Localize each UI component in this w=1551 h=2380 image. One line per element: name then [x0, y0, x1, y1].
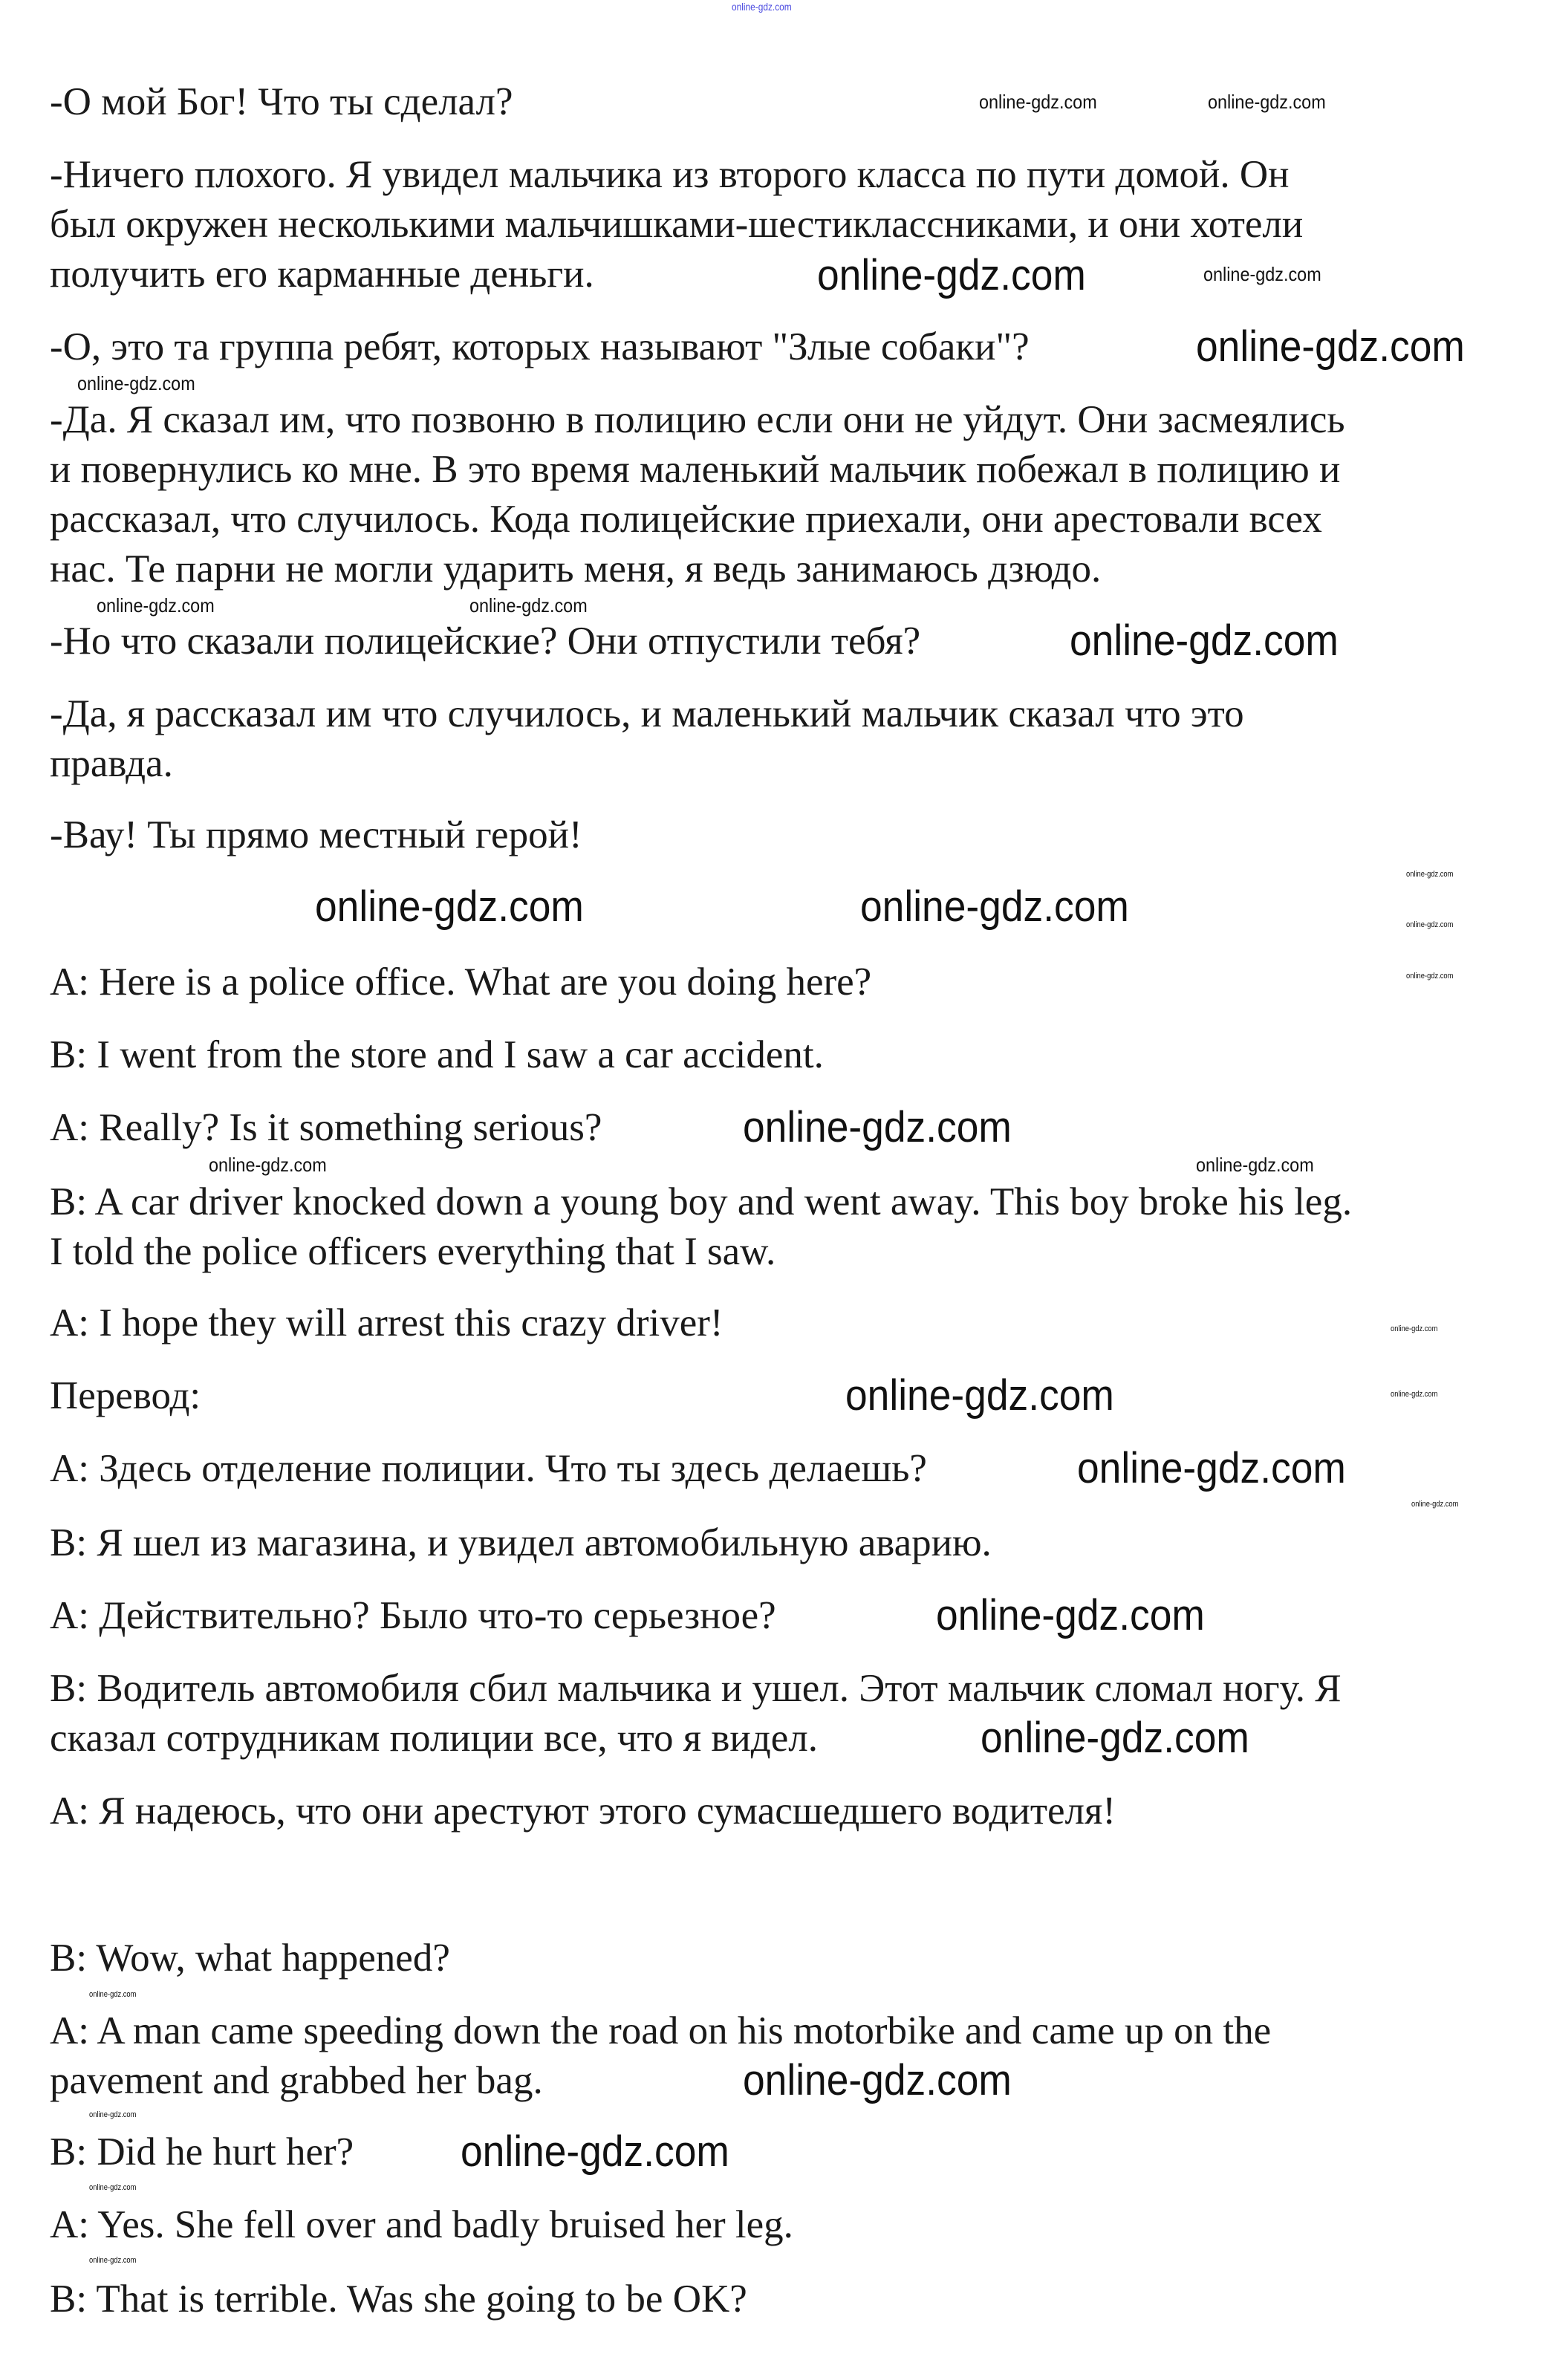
paragraph [50, 957, 871, 1007]
watermark: online-gdz.com [89, 2183, 137, 2192]
paragraph [50, 617, 920, 666]
watermark: online-gdz.com [97, 594, 215, 617]
text-line: B: I went from the store and I saw a car accident. [50, 1033, 824, 1076]
paragraph [50, 2127, 354, 2177]
text-line: -О мой Бог! Что ты сделал? [50, 80, 513, 123]
text-line: -О, это та группа ребят, которых называют "Злые собаки"? [50, 325, 1030, 368]
paragraph [50, 2006, 1271, 2106]
watermark: online-gdz.com [77, 372, 195, 394]
watermark: online-gdz.com [1070, 617, 1339, 665]
paragraph [50, 1444, 927, 1494]
text-line: A: Я надеюсь, что они арестуют этого сумасшедшего водителя! [50, 1789, 1116, 1833]
paragraph [50, 77, 513, 127]
paragraph [50, 395, 1345, 594]
paragraph [50, 322, 1030, 372]
text-line: сказал сотрудникам полиции все, что я видел. [50, 1717, 818, 1760]
watermark: online-gdz.com [981, 1714, 1249, 1762]
watermark: online-gdz.com [743, 2056, 1012, 2104]
paragraph [50, 689, 1244, 789]
watermark: online-gdz.com [1196, 322, 1465, 371]
paragraph [50, 150, 1303, 299]
text-line: A: Here is a police office. What are you doing here? [50, 960, 872, 1004]
text-line: получить его карманные деньги. [50, 253, 594, 296]
paragraph [50, 2275, 747, 2324]
text-line: нас. Те парни не могли ударить меня, я ведь занимаюсь дзюдо. [50, 547, 1102, 591]
watermark: online-gdz.com [1406, 920, 1454, 929]
text-line: B: A car driver knocked down a young boy and went away. This boy broke his leg. [50, 1180, 1353, 1223]
text-line: B: That is terrible. Was she going to be OK? [50, 2277, 747, 2321]
watermark: online-gdz.com [461, 2127, 729, 2176]
paragraph [50, 1030, 824, 1080]
paragraph [50, 1786, 1116, 1836]
watermark: online-gdz.com [315, 882, 584, 931]
paragraph [50, 1298, 724, 1348]
text-line: B: Wow, what happened? [50, 1937, 450, 1980]
text-line: A: Здесь отделение полиции. Что ты здесь делаешь? [50, 1447, 927, 1490]
watermark: online-gdz.com [89, 2110, 137, 2119]
watermark: online-gdz.com [860, 882, 1129, 931]
watermark: online-gdz.com [936, 1591, 1205, 1639]
text-line: -Вау! Ты прямо местный герой! [50, 813, 582, 856]
watermark: online-gdz.com [89, 2256, 137, 2265]
text-line: B: Did he hurt her? [50, 2130, 354, 2173]
paragraph [50, 1371, 201, 1421]
paragraph [50, 1103, 602, 1153]
watermark: online-gdz.com [1203, 263, 1321, 285]
paragraph [50, 1591, 776, 1641]
watermark: online-gdz.com [1208, 91, 1326, 113]
watermark: online-gdz.com [743, 1103, 1012, 1151]
watermark: online-gdz.com [1406, 870, 1454, 879]
text-line: A: A man came speeding down the road on his motorbike and came up on the [50, 2009, 1272, 2052]
paragraph [50, 810, 582, 860]
watermark: online-gdz.com [1391, 1324, 1438, 1333]
watermark-top: online-gdz.com [732, 1, 792, 13]
text-line: -Да. Я сказал им, что позвоню в полицию если они не уйдут. Они засмеялись [50, 398, 1345, 441]
text-line: был окружен несколькими мальчишками-шестиклассниками, и они хотели [50, 203, 1304, 246]
text-line: A: I hope they will arrest this crazy driver! [50, 1301, 724, 1345]
text-line: -Да, я рассказал им что случилось, и маленький мальчик сказал что это [50, 692, 1244, 735]
watermark: online-gdz.com [1411, 1500, 1459, 1509]
text-line: A: Really? Is it something serious? [50, 1106, 602, 1149]
text-line: A: Yes. She fell over and badly bruised her leg. [50, 2203, 793, 2246]
watermark: online-gdz.com [1391, 1390, 1438, 1399]
watermark: online-gdz.com [1196, 1154, 1314, 1176]
watermark: online-gdz.com [1406, 972, 1454, 981]
paragraph [50, 1177, 1352, 1277]
watermark: online-gdz.com [209, 1154, 327, 1176]
text-line: и повернулись ко мне. В это время маленький мальчик побежал в полицию и [50, 448, 1341, 491]
text-line: I told the police officers everything that I saw. [50, 1230, 776, 1273]
text-line: рассказал, что случилось. Кода полицейские приехали, они арестовали всех [50, 498, 1322, 541]
text-line: B: Водитель автомобиля сбил мальчика и ушел. Этот мальчик сломал ногу. Я [50, 1667, 1342, 1710]
watermark: online-gdz.com [89, 1990, 137, 1999]
watermark: online-gdz.com [817, 251, 1086, 299]
paragraph [50, 2200, 793, 2250]
text-line: Перевод: [50, 1374, 201, 1417]
text-line: правда. [50, 742, 173, 785]
paragraph [50, 1934, 450, 1983]
text-line: B: Я шел из магазина, и увидел автомобильную аварию. [50, 1521, 992, 1564]
watermark: online-gdz.com [469, 594, 588, 617]
text-line: pavement and grabbed her bag. [50, 2059, 543, 2102]
watermark: online-gdz.com [979, 91, 1097, 113]
text-line: A: Действительно? Было что-то серьезное? [50, 1594, 776, 1637]
paragraph [50, 1518, 992, 1568]
watermark: online-gdz.com [845, 1371, 1114, 1420]
text-line: -Но что сказали полицейские? Они отпустили тебя? [50, 620, 921, 663]
watermark: online-gdz.com [1077, 1444, 1346, 1492]
text-line: -Ничего плохого. Я увидел мальчика из второго класса по пути домой. Он [50, 153, 1290, 196]
